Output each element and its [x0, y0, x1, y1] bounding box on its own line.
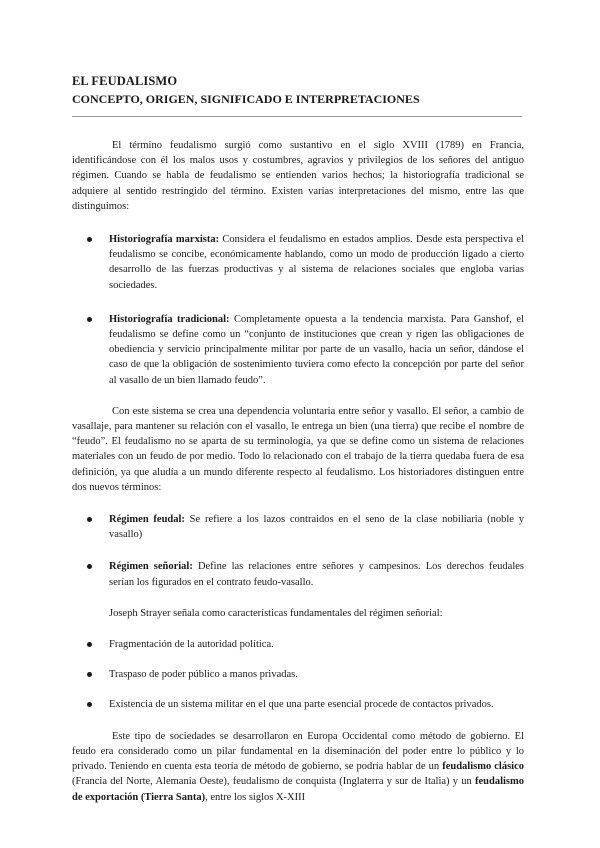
term-description: Completamente opuesta a la tendencia marxista. Para Ganshof, el feudalismo se define como un “conjunto de instituciones que crean y rigen las obligaciones de obediencia y servicio principalmente militar por parte de un vasallo, hacia un señor, dándose el caso de que la obligación de sostenimiento tuviera como efecto la concepción por parte del señor al vasallo de un bien llamado feudo”.	[109, 313, 524, 386]
term-regimen-senorial: Régimen señorial:	[109, 561, 193, 573]
intro-paragraph: El término feudalismo surgió como sustantivo en el siglo XVIII (1789) en Francia, identificándose con él los malos usos y costumbres, agravios y privilegios de los señores del antiguo régimen. Cuando se habla de feudalismo se entienden varios hechos; la historiografía tradicional se adquiere al sentido restringido del término. Existen varias interpretaciones del mismo, entre las que distinguimos:	[72, 140, 524, 212]
term-description: Se refiere a los lazos contraidos en el seno de la clase nobiliaria (noble y vasallo)	[109, 514, 524, 541]
bullet-icon	[87, 237, 92, 242]
term-tradicional: Historiografía tradicional:	[109, 313, 230, 325]
term-description: Define las relaciones entre señores y campesinos. Los derechos feudales serían los figurados en el contrato feudo-vasallo.	[109, 561, 524, 588]
list-item	[72, 312, 524, 388]
document-subtitle: CONCEPTO, ORIGEN, SIGNIFICADO E INTERPRETACIONES	[72, 92, 420, 106]
regimes-list	[72, 512, 524, 590]
list-item	[72, 512, 524, 542]
bullet-icon	[87, 672, 92, 677]
term-regimen-feudal: Régimen feudal:	[109, 514, 185, 526]
term-marxista: Historiografía marxista:	[109, 234, 220, 246]
list-item	[72, 559, 524, 589]
bullet-icon	[87, 517, 92, 522]
final-bold-clasico: feudalismo clásico	[442, 761, 524, 773]
document-title: EL FEUDALISMO	[72, 74, 178, 88]
document-body	[72, 138, 524, 805]
list-item	[72, 232, 524, 293]
term-description: Considera el feudalismo en estados amplios. Desde esta perspectiva el feudalismo se concibe, económicamente hablando, como un modo de producción ligado a cierto desarrollo de las fuerzas productivas y al sistema de relaciones sociales que engloba varias sociedades.	[109, 234, 524, 291]
interpretations-list	[72, 232, 524, 388]
characteristic-text: Fragmentación de la autoridad política.	[109, 639, 274, 651]
final-text-part2: (Francia del Norte, Alemania Oeste), feudalismo de conquista (Inglaterra y sur de Italia) y un	[72, 776, 475, 788]
list-item	[72, 637, 524, 652]
characteristics-list	[72, 637, 524, 713]
bullet-icon	[87, 564, 92, 569]
final-paragraph	[72, 729, 524, 805]
bullet-icon	[87, 642, 92, 647]
final-bold-exportacion: feudalismo de exportación (Tierra Santa)	[72, 776, 524, 803]
final-text-part3: , entre los siglos X-XIII	[205, 791, 306, 803]
characteristic-text: Traspaso de poder público a manos privadas.	[109, 669, 298, 681]
paragraph-two: Con este sistema se crea una dependencia voluntaria entre señor y vasallo. El señor, a cambio de vasallaje, para mantener su relación con el vasallo, le entrega un bien (una tierra) que recibe el nombre de “feudo”. El feudalismo no se aparta de su terminología, ya que se define como un sistema de relaciones materiales con un feudo de por medio. Todo lo relacionado con el trabajo de la tierra quedaba fuera de esa definición, ya que aludía a un mundo diferente respecto al feudalismo. Los historiadores distinguen entre dos nuevos términos:	[72, 405, 524, 493]
list-item	[72, 667, 524, 682]
characteristic-text: Existencia de un sistema militar en el que una parte esencial procede de contactos privados.	[109, 699, 494, 711]
bullet-icon	[87, 317, 92, 322]
final-text-part1: Este tipo de sociedades se desarrollaron en Europa Occidental como método de gobierno. El feudo era considerado como un pilar fundamental en la diseminación del poder entre lo público y lo privado. Teniendo en cuenta esta teoría de método de gobierno, se podría hablar de un	[72, 730, 524, 773]
list-item	[72, 697, 524, 712]
title-divider	[72, 116, 522, 117]
strayer-note: Joseph Strayer señala como características fundamentales del régimen señorial:	[109, 607, 443, 619]
bullet-icon	[87, 702, 92, 707]
